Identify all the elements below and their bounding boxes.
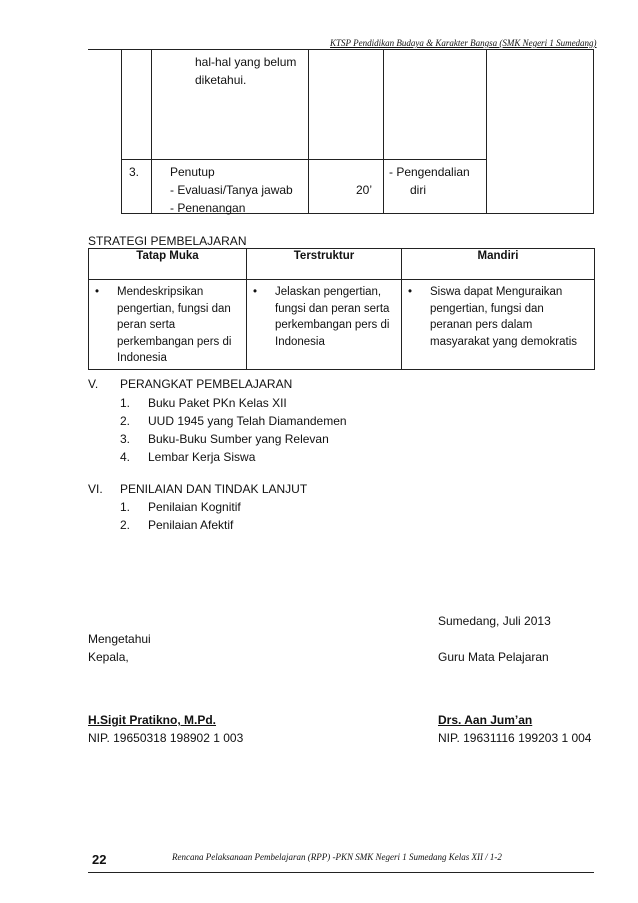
teacher-name: Drs. Aan Jum’an xyxy=(438,713,533,727)
principal-nip: NIP. 19650318 198902 1 003 xyxy=(88,731,244,745)
section-number: V. xyxy=(88,377,99,391)
activity-item: - Penenangan xyxy=(170,201,246,215)
col-header: Tatap Muka xyxy=(89,249,247,280)
section-number: VI. xyxy=(88,482,103,496)
table-border xyxy=(121,159,486,160)
table-border xyxy=(486,49,487,213)
table-border xyxy=(151,49,152,213)
time-allocation: 20’ xyxy=(356,183,373,197)
cell-line: Siswa dapat Menguraikan xyxy=(430,286,563,298)
cell-line: peranan pers dalam xyxy=(430,319,533,331)
character-value: - Pengendalian xyxy=(389,165,470,179)
cell-line: perkembangan pers di xyxy=(275,319,390,331)
cell-line: fungsi dan peran serta xyxy=(275,302,390,315)
list-number: 2. xyxy=(120,414,131,428)
cell-line: pengertian, fungsi dan xyxy=(117,302,231,315)
character-value: diri xyxy=(410,183,427,197)
cell-line: Indonesia xyxy=(117,352,167,364)
section-title-strategi: STRATEGI PEMBELAJARAN xyxy=(88,234,247,248)
strategy-cell-tatap-muka xyxy=(89,280,247,370)
strategy-table xyxy=(88,248,595,370)
section-title: PERANGKAT PEMBELAJARAN xyxy=(120,377,293,391)
cell-line: Jelaskan pengertian, xyxy=(275,286,382,298)
bullet-icon: • xyxy=(95,286,100,298)
acknowledged-label: Mengetahui xyxy=(88,632,151,646)
running-footer: Rencana Pelaksanaan Pembelajaran (RPP) -PKN SMK Negeri 1 Sumedang Kelas XII / 1-2 xyxy=(172,852,502,862)
footer-rule xyxy=(88,872,594,873)
page-number: 22 xyxy=(92,852,107,867)
row-number: 3. xyxy=(129,165,140,179)
list-number: 1. xyxy=(120,396,131,410)
cell-line: pengertian, fungsi dan xyxy=(430,302,544,315)
list-number: 4. xyxy=(120,450,131,464)
running-header: KTSP Pendidikan Budaya & Karakter Bangsa (SMK Negeri 1 Sumedang) xyxy=(330,38,597,48)
table-border xyxy=(383,49,384,213)
cell-line: Mendeskripsikan xyxy=(117,286,204,298)
list-item: Buku-Buku Sumber yang Relevan xyxy=(148,432,329,446)
list-item: Lembar Kerja Siswa xyxy=(148,450,256,464)
activity-text: hal-hal yang belum xyxy=(195,55,297,69)
principal-name: H.Sigit Pratikno, M.Pd. xyxy=(88,713,217,727)
table-border xyxy=(593,49,594,213)
col-header: Mandiri xyxy=(402,249,595,280)
section-title: PENILAIAN DAN TINDAK LANJUT xyxy=(120,482,308,496)
table-border xyxy=(121,49,122,213)
list-item: UUD 1945 yang Telah Diamandemen xyxy=(148,414,347,428)
list-item: Buku Paket PKn Kelas XII xyxy=(148,396,287,410)
header-rule xyxy=(88,49,594,50)
teacher-nip: NIP. 19631116 199203 1 004 xyxy=(438,731,592,745)
activity-title: Penutup xyxy=(170,165,215,179)
bullet-icon: • xyxy=(253,286,258,298)
cell-line: masyarakat yang demokratis xyxy=(430,335,578,348)
strategy-cell-terstruktur xyxy=(247,280,402,370)
list-number: 2. xyxy=(120,518,131,532)
cell-line: perkembangan pers di xyxy=(117,335,232,348)
list-number: 3. xyxy=(120,432,131,446)
list-item: Penilaian Afektif xyxy=(148,518,234,532)
col-header: Terstruktur xyxy=(247,249,402,280)
teacher-role: Guru Mata Pelajaran xyxy=(438,650,549,664)
activity-item: - Evaluasi/Tanya jawab xyxy=(170,183,293,197)
strategy-cell-mandiri xyxy=(402,280,595,370)
principal-role: Kepala, xyxy=(88,650,129,664)
list-number: 1. xyxy=(120,500,131,514)
cell-line: Indonesia xyxy=(275,335,325,348)
bullet-icon: • xyxy=(408,286,413,298)
activity-text: diketahui. xyxy=(195,73,247,87)
place-date: Sumedang, Juli 2013 xyxy=(438,614,551,628)
cell-line: peran serta xyxy=(117,319,176,331)
table-border xyxy=(308,49,309,213)
list-item: Penilaian Kognitif xyxy=(148,500,241,514)
